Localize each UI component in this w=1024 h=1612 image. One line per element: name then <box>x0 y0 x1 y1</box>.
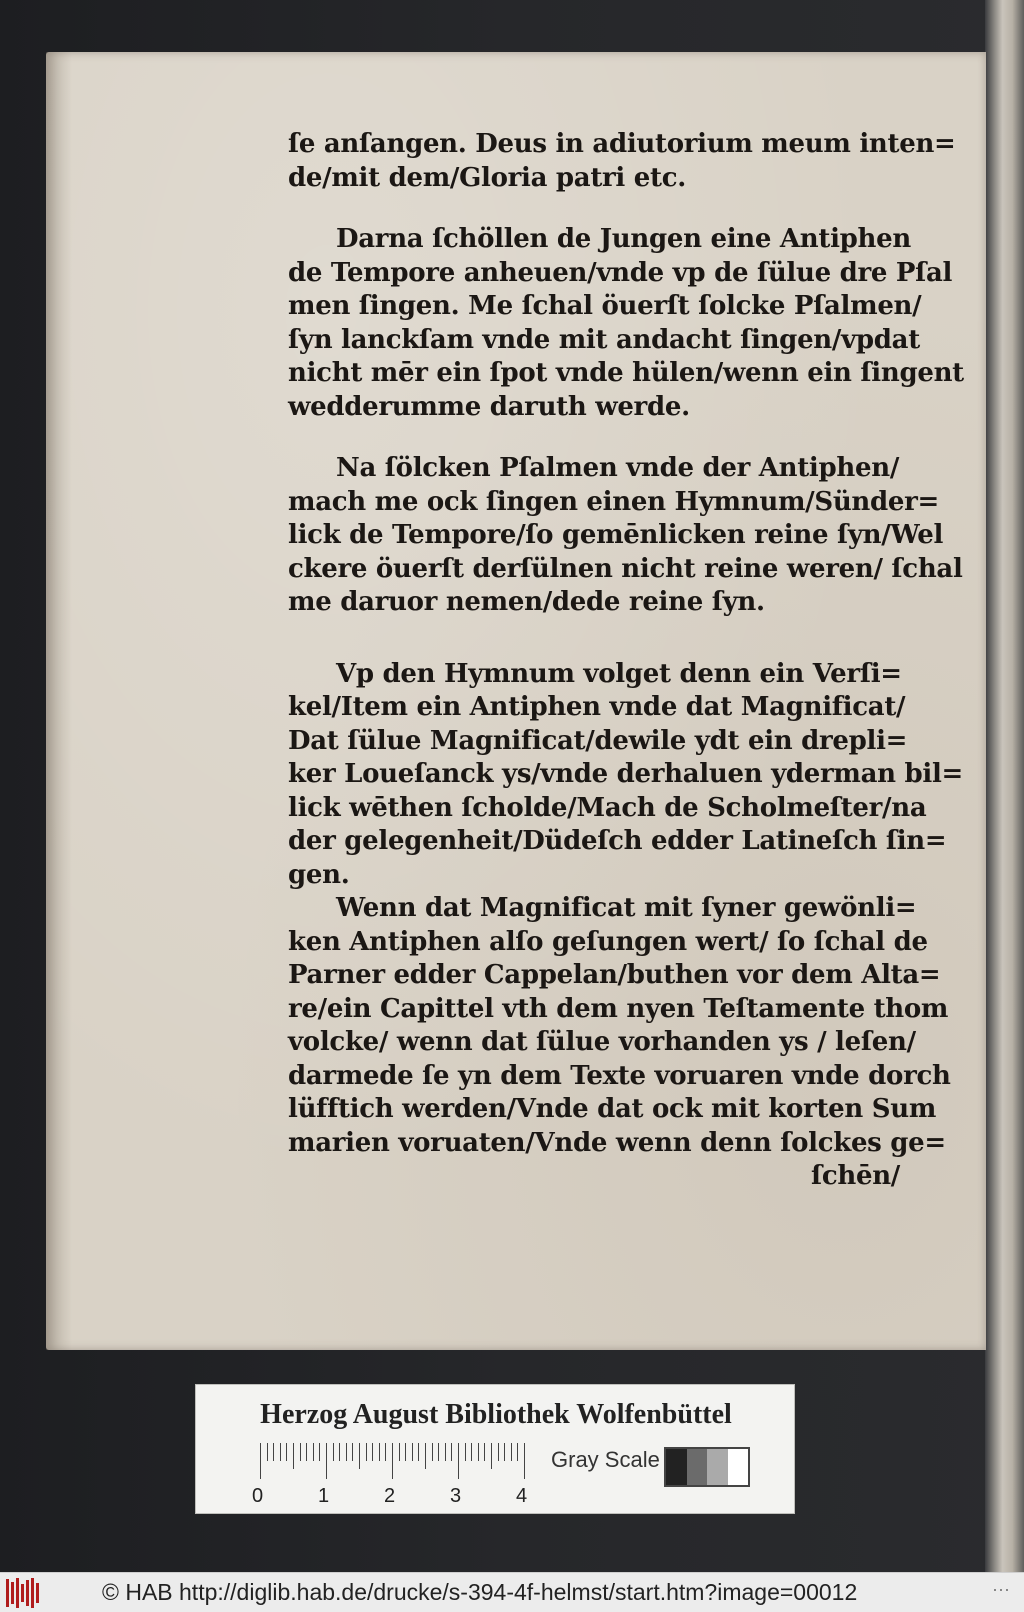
copyright-url[interactable]: © HAB http://diglib.hab.de/drucke/s-394-4f-helmst/start.htm?image=00012 <box>102 1579 858 1605</box>
ruler-tick <box>438 1443 439 1461</box>
text-line: Vp den Hymnum volget denn ein Verſi= <box>336 658 902 689</box>
text-line: ckere öuerſt derſülnen nicht reine weren/ ſchal <box>288 553 963 584</box>
ruler-numbers <box>252 1485 552 1509</box>
text-line: lüfftich werden/Vnde dat ock mit korten Sum <box>288 1094 937 1124</box>
text-line: darmede ſe yn dem Texte voruaren vnde dorch <box>288 1060 951 1091</box>
paragraph-2 <box>288 223 964 424</box>
text-line: der gelegenheit/Düdeſch edder Latineſch ſin= <box>288 826 947 856</box>
ruler-tick <box>478 1443 479 1461</box>
next-page-edge <box>985 0 1024 1572</box>
ruler-number: 3 <box>450 1485 462 1507</box>
ruler-tick <box>333 1443 334 1461</box>
ruler-tick <box>267 1443 268 1461</box>
ruler-tick <box>504 1443 505 1461</box>
ruler-number: 1 <box>318 1485 330 1507</box>
ruler-tick <box>484 1443 485 1461</box>
ruler-tick <box>339 1443 340 1461</box>
ruler-tick <box>511 1443 512 1461</box>
text-line: de Tempore anheuen/vnde vp de ſülue dre Pſal <box>288 257 953 288</box>
gray-swatch <box>728 1449 749 1485</box>
ruler-tick <box>280 1443 281 1461</box>
gray-swatch <box>666 1449 687 1485</box>
text-line: Darna ſchöllen de Jungen eine Antiphen <box>336 224 911 254</box>
ruler-tick <box>372 1443 373 1461</box>
ruler-scale <box>260 1443 540 1479</box>
ruler-tick <box>346 1443 347 1461</box>
paragraph-1 <box>288 128 956 195</box>
color-target-card <box>195 1384 795 1514</box>
ruler-tick <box>385 1443 386 1461</box>
ruler-tick <box>359 1443 360 1469</box>
paragraph-4 <box>288 658 964 893</box>
ruler-tick <box>260 1443 261 1479</box>
viewer-footer <box>0 1572 1024 1612</box>
text-line: mach me ock ſingen einen Hymnum/Sünder= <box>288 486 940 517</box>
ruler-tick <box>432 1443 433 1461</box>
text-line: marien voruaten/Vnde wenn denn ſolckes ge= <box>288 1127 946 1158</box>
text-line: men ſingen. Me ſchal öuerſt ſolcke Pſalmen/ <box>288 291 922 321</box>
text-line: gen. <box>288 859 350 890</box>
text-line: ſe anſangen. Deus in adiutorium meum inten= <box>288 129 956 159</box>
text-line: wedderumme daruth werde. <box>288 391 690 422</box>
text-line: ken Antiphen alſo geſungen wert/ ſo ſchal de <box>288 926 928 957</box>
ruler-tick <box>306 1443 307 1461</box>
text-line: me daruor nemen/dede reine ſyn. <box>288 587 765 617</box>
ruler-tick <box>352 1443 353 1461</box>
text-line: re/ein Capittel vth dem nyen Teſtamente thom <box>288 993 949 1024</box>
more-icon[interactable]: ··· <box>992 1579 1010 1599</box>
ruler-tick <box>273 1443 274 1461</box>
ruler-tick <box>458 1443 459 1479</box>
text-line: kel/Item ein Antiphen vnde dat Magnificat/ <box>288 692 906 722</box>
text-line: Wenn dat Magnificat mit ſyner gewönli= <box>336 893 917 923</box>
ruler-number: 2 <box>384 1485 396 1507</box>
gray-scale-label: Gray Scale <box>551 1447 660 1472</box>
catchword: ſchēn/ <box>810 1161 900 1191</box>
ruler-tick <box>313 1443 314 1461</box>
gray-scale-swatches <box>664 1447 750 1487</box>
text-line: Dat ſülue Magnificat/dewile ydt ein drepli= <box>288 725 908 756</box>
ruler-tick <box>399 1443 400 1461</box>
ruler-number: 0 <box>252 1485 264 1507</box>
ruler-tick <box>471 1443 472 1461</box>
ruler-tick <box>425 1443 426 1469</box>
text-line: volcke/ wenn dat ſülue vorhanden ys / leſen/ <box>288 1027 916 1057</box>
text-line: nicht mēr ein ſpot vnde hülen/wenn ein ſingent <box>288 358 964 388</box>
ruler-tick <box>366 1443 367 1461</box>
ruler-tick <box>319 1443 320 1461</box>
gray-swatch <box>707 1449 728 1485</box>
text-line: de/mit dem/Gloria patri etc. <box>288 162 686 193</box>
ruler-tick <box>498 1443 499 1461</box>
hab-logo-icon <box>6 1578 46 1608</box>
gray-swatch <box>687 1449 708 1485</box>
ruler-tick <box>517 1443 518 1461</box>
ruler-tick <box>392 1443 393 1479</box>
ruler-tick <box>286 1443 287 1461</box>
text-line: ſyn lanckſam vnde mit andacht ſingen/vpdat <box>288 324 920 355</box>
ruler-tick <box>451 1443 452 1461</box>
ruler-number: 4 <box>516 1485 528 1507</box>
ruler-tick <box>300 1443 301 1461</box>
library-name: Herzog August Bibliothek Wolfenbüttel <box>260 1399 732 1430</box>
ruler-tick <box>465 1443 466 1461</box>
ruler-tick <box>379 1443 380 1461</box>
ruler-tick <box>293 1443 294 1469</box>
page-text <box>288 128 964 1194</box>
ruler-tick <box>445 1443 446 1461</box>
ruler-tick <box>412 1443 413 1461</box>
text-line: Na ſölcken Pſalmen vnde der Antiphen/ <box>336 453 900 483</box>
ruler-tick <box>326 1443 327 1479</box>
ruler-tick <box>524 1443 525 1479</box>
text-line: ker Loueſanck ys/vnde derhaluen yderman bil= <box>288 759 964 789</box>
text-line: lick de Tempore/ſo gemēnlicken reine ſyn/Wel <box>288 520 944 550</box>
ruler-tick <box>491 1443 492 1469</box>
text-line: lick wēthen ſcholde/Mach de Scholmeſter/na <box>288 792 927 823</box>
ruler-tick <box>405 1443 406 1461</box>
paragraph-3 <box>288 452 963 620</box>
ruler-tick <box>418 1443 419 1461</box>
text-line: Parner edder Cappelan/buthen vor dem Alta= <box>288 960 941 990</box>
paragraph-5 <box>288 892 951 1194</box>
page-gutter-shadow <box>46 52 72 1350</box>
